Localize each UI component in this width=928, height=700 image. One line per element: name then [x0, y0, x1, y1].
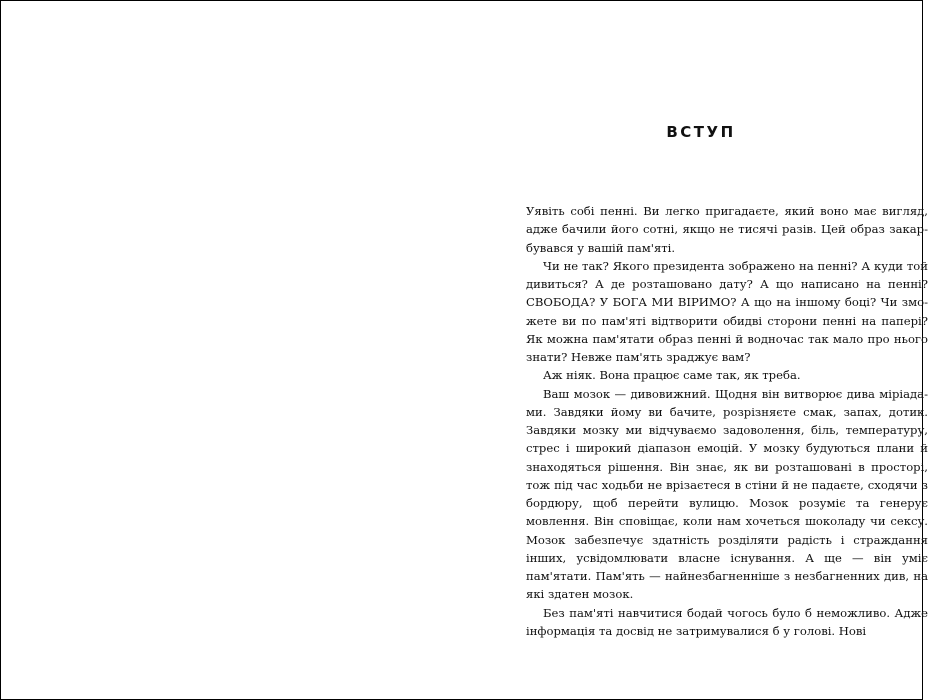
- paragraph-2: Чи не так? Якого президента зображено на пенні? А куди той дивиться? А де розташовано дату? А що написано на пенні? СВОБОДА? У БОГА МИ ВІРИМО? А що на іншому боці? Чи зможете ви по пам'яті відтворити обидві сторони пенні на папері? Як можна пам'ятати образ пенні й водночас так мало про нього знати? Невже пам'ять зраджує вам?: [526, 258, 928, 364]
- paragraph-3: Аж ніяк. Вона працює саме так, як треба.: [543, 368, 801, 383]
- paragraph-4: Ваш мозок — дивовижний. Щодня він витворює дива міріадами. Завдяки йому ви бачите, розрізняєте смак, запах, дотик. Завдяки мозку ми відчуваємо задоволення, біль, температуру, стрес і широкий діапазон емоцій. У мозку будуються плани й знаходяться рішення. Він знає, як ви розташовані в просторі, тож під час ходьби не врізаєтеся в стіни й не падаєте, сходячи з бордюру, щоб перейти вулицю. Мозок розуміє та генерує мовлення. Він сповіщає, коли нам хочеться шоколаду чи сексу. Мозок забезпечує здатність розділяти радість і страждання інших, усвідомлювати власне існування. А ще — він уміє пам'ятати. Пам'ять — найнезбагненніше з незбагненних див, на які здатен мозок.: [526, 386, 928, 602]
- paragraph-1: Уявіть собі пенні. Ви легко пригадаєте, який воно має вигляд, адже бачили його сотні, якщо не тисячі разів. Цей образ закарбувався у вашій пам'яті.: [526, 204, 928, 255]
- body-text: [526, 202, 928, 640]
- chapter-title: ВСТУП: [666, 123, 736, 141]
- right-page: [462, 1, 928, 699]
- paragraph-5: Без пам'яті навчитися бодай чогось було б неможливо. Адже інформація та досвід не затримувалися б у голові. Нові: [526, 605, 928, 638]
- left-page-blank: [1, 1, 462, 699]
